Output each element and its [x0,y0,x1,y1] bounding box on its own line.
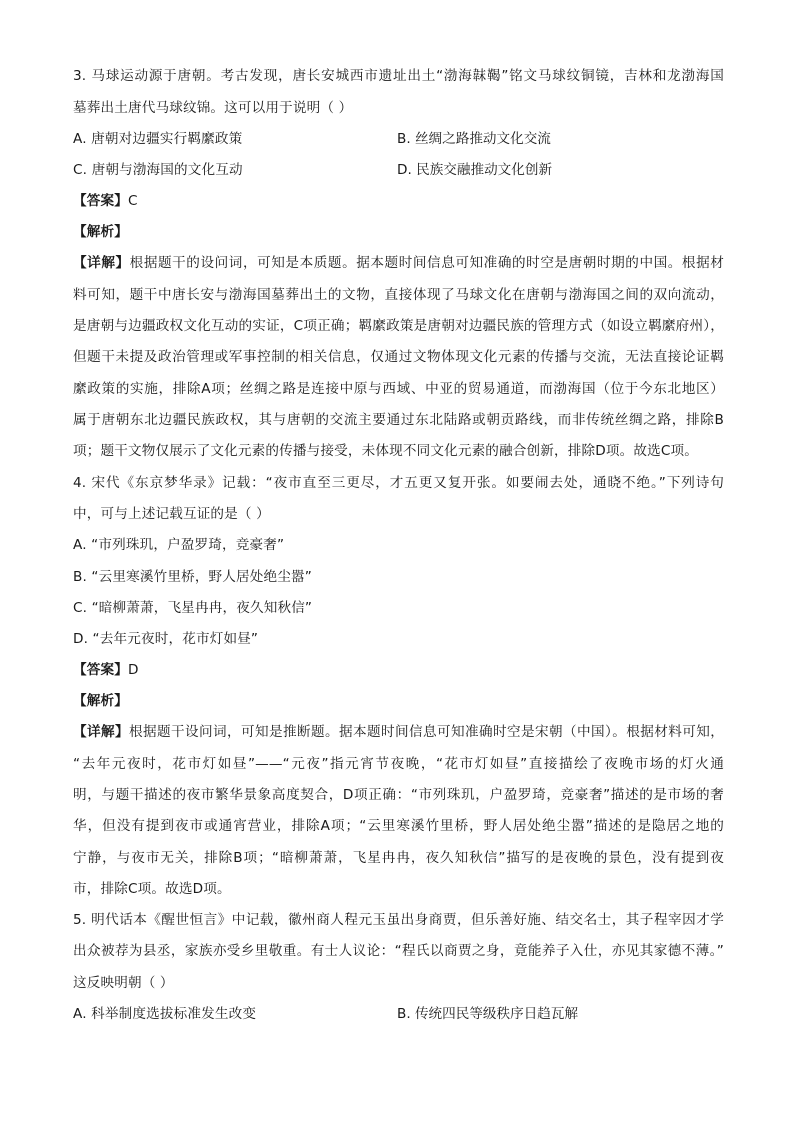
q4-detail-line-4: 华，但没有提到夜市或通宵营业，排除A项；“云里寒溪竹里桥，野人居处绝尘嚣”描述的是隐居之地的 [73,818,724,834]
q4-option-b: B. “云里寒溪竹里桥，野人居处绝尘嚣” [73,569,312,585]
q3-detail-line-2: 料可知，题干中唐长安与渤海国墓葬出土的文物，直接体现了马球文化在唐朝与渤海国之间的双向流动， [73,287,724,303]
q4-detail-line-2: “去年元夜时，花市灯如昼”——“元夜”指元宵节夜晚，“花市灯如昼”直接描绘了夜晚市场的灯火通 [73,756,724,772]
q4-option-d: D. “去年元夜时，花市灯如昼” [73,631,259,647]
q3-detail-line-1 [73,254,724,272]
detail-text: 根据题干的设问词，可知是本质题。据本题时间信息可知准确的时空是唐朝时期的中国。根据材 [129,255,725,271]
answer-value: C [127,193,138,209]
q4-detail-line-1 [73,723,724,741]
q5-option-a: A. 科举制度选拔标准发生改变 [73,1006,257,1022]
detail-text: 根据题干设问词，可知是推断题。据本题时间信息可知准确时空是宋朝（中国）。根据材料可知， [129,724,724,740]
q5-stem-line-1: 5. 明代话本《醒世恒言》中记载，徽州商人程元玉虽出身商贾，但乐善好施、结交名士，其子程宰因才学 [73,912,724,928]
q4-detail-line-6: 市，排除C项。故选D项。 [73,881,231,897]
q3-answer [73,192,138,210]
answer-tag: 【答案】 [73,662,128,678]
q4-stem-line-2: 中，可与上述记载互证的是（ ） [73,506,270,522]
q4-stem-line-1: 4. 宋代《东京梦华录》记载：“夜市直至三更尽，才五更又复开张。如要闹去处，通晓不绝。”下列诗句 [73,475,724,491]
q3-detail-line-3: 是唐朝与边疆政权文化互动的实证，C项正确；羁縻政策是唐朝对边疆民族的管理方式（如设立羁縻府州）， [73,318,724,334]
q3-detail-line-5: 縻政策的实施，排除A项；丝绸之路是连接中原与西域、中亚的贸易通道，而渤海国（位于今东北地区） [73,381,724,397]
q3-detail-line-7: 项；题干文物仅展示了文化元素的传播与接受，未体现不同文化元素的融合创新，排除D项。故选C项。 [73,443,698,459]
q3-detail-line-6: 属于唐朝东北边疆民族政权，其与唐朝的交流主要通过东北陆路或朝贡路线，而非传统丝绸之路，排除B [73,412,724,428]
q3-option-b: B. 丝绸之路推动文化交流 [397,131,551,147]
q4-option-a: A. “市列珠玑，户盈罗琦，竞豪奢” [73,537,285,553]
q5-option-b: B. 传统四民等级秩序日趋瓦解 [397,1006,579,1022]
q4-answer [73,661,139,679]
q4-option-c: C. “暗柳萧萧，飞星冉冉，夜久知秋信” [73,600,313,616]
detail-tag: 【详解】 [73,724,130,740]
q3-stem-line-2: 墓葬出土唐代马球纹锦。这可以用于说明（ ） [73,100,353,116]
q3-option-a: A. 唐朝对边疆实行羁縻政策 [73,131,243,147]
q5-stem-line-3: 这反映明朝（ ） [73,975,174,991]
answer-tag: 【答案】 [73,193,128,209]
q4-detail-line-3: 明，与题干描述的夜市繁华景象高度契合，D项正确：“市列珠玑，户盈罗琦，竞豪奢”描述的是市场的奢 [73,787,724,803]
detail-tag: 【详解】 [73,255,130,271]
answer-value: D [127,662,139,678]
q4-detail-line-5: 宁静，与夜市无关，排除B项；“暗柳萧萧，飞星冉冉，夜久知秋信”描写的是夜晚的景色，没有提到夜 [73,850,724,866]
q3-option-c: C. 唐朝与渤海国的文化互动 [73,162,243,178]
q3-detail-line-4: 但题干未提及政治管理或军事控制的相关信息，仅通过文物体现文化元素的传播与交流，无法直接论证羁 [73,349,724,365]
q3-analysis-tag: 【解析】 [73,224,128,240]
q3-stem-line-1: 3. 马球运动源于唐朝。考古发现，唐长安城西市遗址出土“渤海韎鞨”铭文马球纹铜镜，吉林和龙渤海国 [73,68,724,84]
q3-option-d: D. 民族交融推动文化创新 [397,162,553,178]
q4-analysis-tag: 【解析】 [73,693,128,709]
q5-stem-line-2: 出众被荐为县丞，家族亦受乡里敬重。有士人议论：“程氏以商贾之身，竟能养子入仕，亦见其家德不薄。” [73,943,724,959]
